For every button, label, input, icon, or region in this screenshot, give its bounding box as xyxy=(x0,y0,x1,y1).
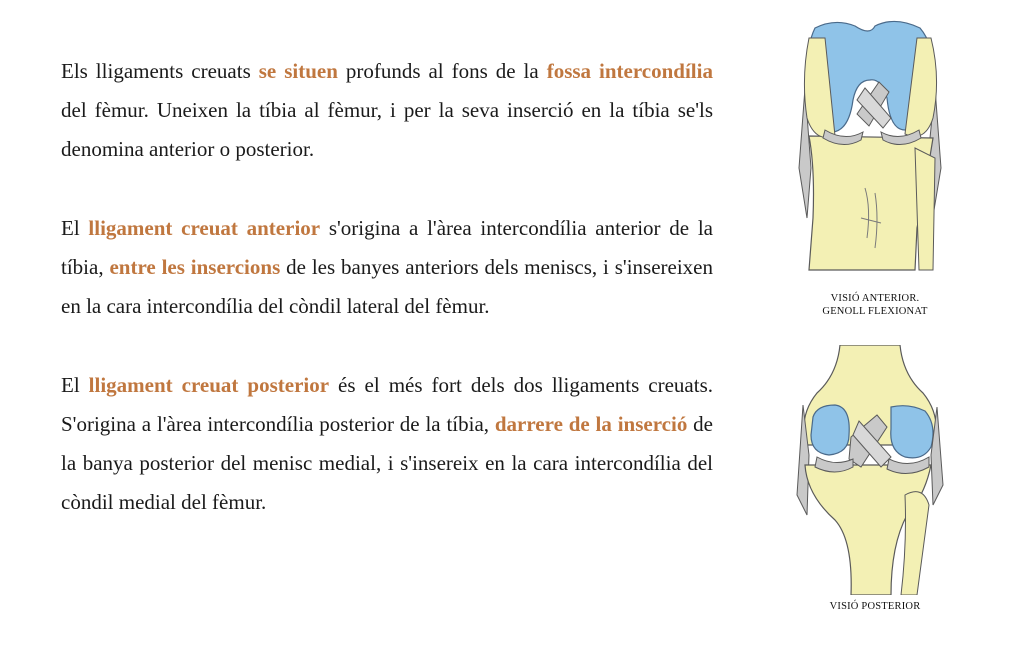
text-segment: del fèmur. Uneixen la tíbia al fèmur, i per la seva inserció en la tíbia se'ls denomina anterior o posterior. xyxy=(61,98,713,161)
highlight-se-situen: se situen xyxy=(258,59,338,83)
caption-anterior-line2: GENOLL FLEXIONAT xyxy=(822,306,928,317)
paragraph-anterior-ligament xyxy=(61,209,713,326)
knee-anterior-illustration xyxy=(795,18,945,276)
text-segment: El xyxy=(61,373,89,397)
paragraph-posterior-ligament xyxy=(61,366,713,522)
text-segment: El xyxy=(61,216,89,240)
text-segment: Els lligaments creuats xyxy=(61,59,259,83)
caption-anterior-line1: VISIÓ ANTERIOR. xyxy=(830,293,920,304)
text-segment: de les banyes anteriors dels meniscs, i s'insereixen en la cara intercondília del còndil lateral del fèmur. xyxy=(61,255,713,318)
highlight-entre-les-insercions: entre les insercions xyxy=(109,255,281,279)
highlight-lligament-creuat-posterior: lligament creuat posterior xyxy=(88,373,330,397)
text-segment: és el més fort dels dos lligaments creuats. S'origina a l'àrea intercondília posterior de la tíbia, xyxy=(61,373,714,436)
knee-posterior-illustration xyxy=(795,345,945,595)
text-column xyxy=(61,52,713,562)
highlight-fossa-intercondilia: fossa intercondília xyxy=(546,59,713,83)
caption-anterior xyxy=(790,292,960,318)
paragraph-intro xyxy=(61,52,713,169)
highlight-darrere-de-la-insercio: darrere de la inserció xyxy=(494,412,688,436)
text-segment: s'origina a l'àrea intercondília anterior de la tíbia, xyxy=(61,216,714,279)
caption-posterior: VISIÓ POSTERIOR xyxy=(829,601,921,612)
text-segment: profunds al fons de la xyxy=(337,59,547,83)
highlight-lligament-creuat-anterior: lligament creuat anterior xyxy=(88,216,321,240)
text-segment: de la banya posterior del menisc medial, i s'insereix en la cara intercondília del còndil medial del fèmur. xyxy=(61,412,714,514)
